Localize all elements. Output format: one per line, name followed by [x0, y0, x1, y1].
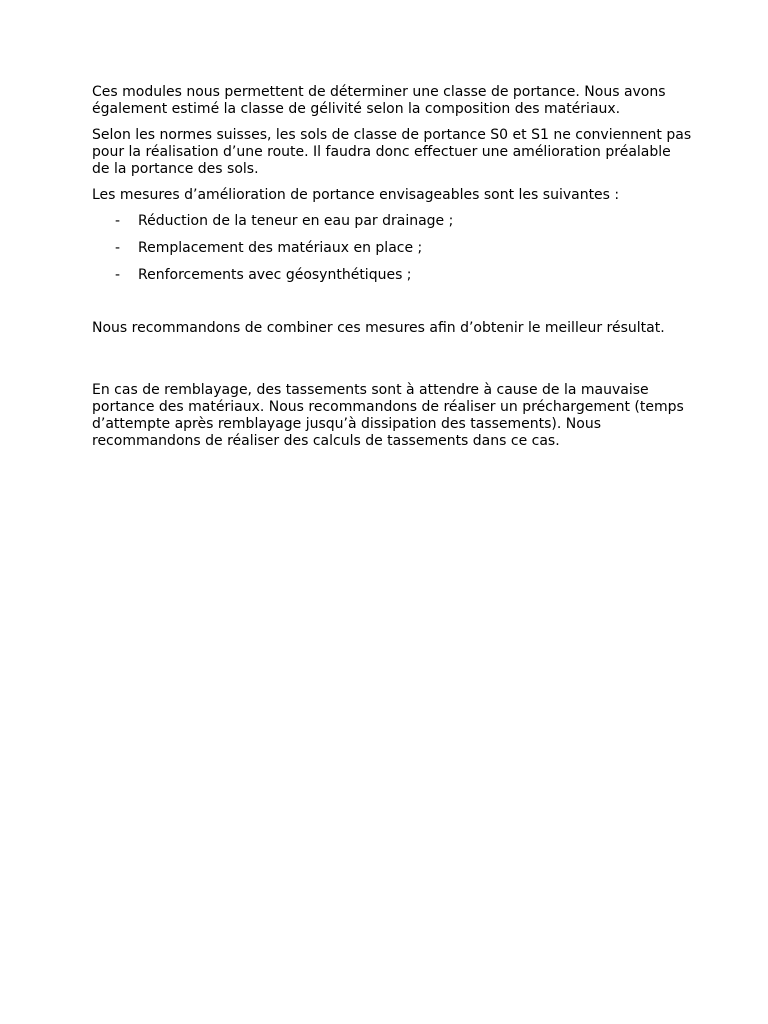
list-item-text: Renforcements avec géosynthétiques ;: [138, 267, 412, 283]
list-item: [92, 240, 692, 257]
bullet-dash: -: [115, 267, 121, 283]
spacer: [92, 346, 692, 382]
paragraph-measures-intro: Les mesures d’amélioration de portance envisageables sont les suivantes :: [92, 187, 620, 203]
list-item-text: Remplacement des matériaux en place ;: [138, 240, 423, 256]
paragraph-settlement: En cas de remblayage, des tassements sont à attendre à cause de la mauvaise portance des matériaux. Nous recommandons de réaliser un préchargement (temps d’attempte après remblayage jusqu’à dissipation des tassements). Nous recommandons de réaliser des calculs de tassements dans ce cas.: [92, 382, 684, 449]
spacer: [92, 294, 692, 320]
bullet-dash: -: [115, 213, 121, 229]
list-item: [92, 267, 692, 284]
measures-list: [92, 213, 692, 284]
paragraph-modules: Ces modules nous permettent de déterminer une classe de portance. Nous avons également estimé la classe de gélivité selon la composition des matériaux.: [92, 84, 666, 117]
list-item: [92, 213, 692, 230]
bullet-dash: -: [115, 240, 121, 256]
paragraph-swiss-norms: Selon les normes suisses, les sols de classe de portance S0 et S1 ne conviennent pas pour la réalisation d’une route. Il faudra donc effectuer une amélioration préalable de la portance des sols.: [92, 127, 692, 177]
list-item-text: Réduction de la teneur en eau par drainage ;: [138, 213, 454, 229]
paragraph-recommendation: Nous recommandons de combiner ces mesures afin d’obtenir le meilleur résultat.: [92, 320, 665, 336]
document-body: [92, 84, 692, 459]
